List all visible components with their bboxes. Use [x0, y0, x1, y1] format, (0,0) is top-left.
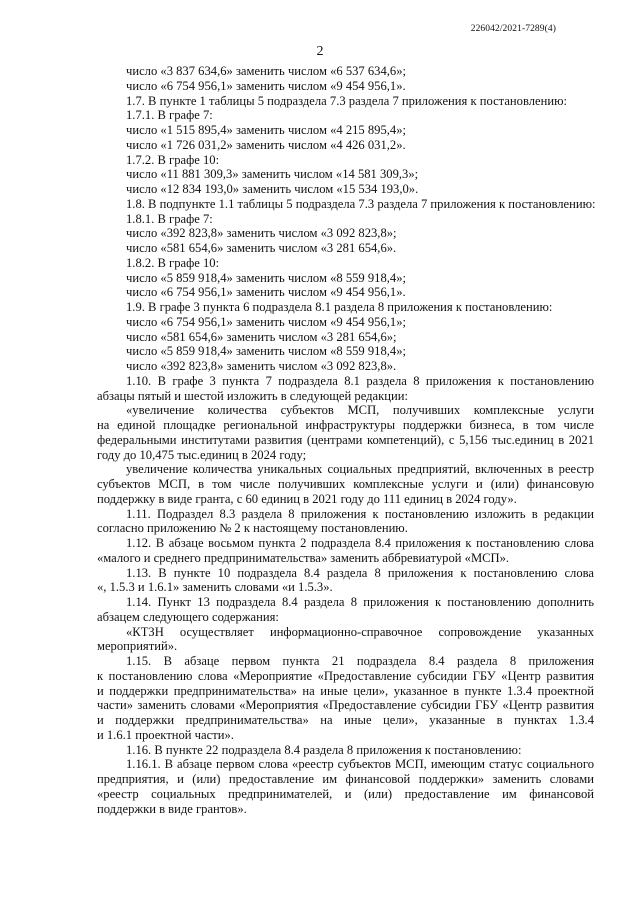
text-line: 1.12. В абзаце восьмом пункта 2 подраздела 8.4 приложения к постановлению слова — [126, 536, 594, 550]
text-line: число «6 754 956,1» заменить числом «9 454 956,1»; — [126, 314, 406, 329]
text-line: 1.7.1. В графе 7: — [126, 108, 213, 123]
text-line: «малого и среднего предпринимательства» заменить аббревиатурой «МСП». — [97, 550, 510, 565]
text-line: согласно приложению № 2 к настоящему постановлению. — [97, 521, 408, 536]
text-line: 1.8.1. В графе 7: — [126, 211, 213, 226]
text-line: части» заменить словами «Мероприятия «Предоставление субсидии ГБУ «Центр развития — [97, 698, 594, 713]
text-line: число «5 859 918,4» заменить числом «8 559 918,4»; — [126, 344, 406, 359]
text-line: поддержки в виде грантов». — [97, 801, 247, 816]
text-line: 1.16.1. В абзаце первом слова «реестр субъектов МСП, имеющим статус социального — [126, 757, 594, 772]
text-line: 1.11. Подраздел 8.3 раздела 8 приложения к постановлению изложить в редакции — [126, 506, 594, 521]
text-line: число «12 834 193,0» заменить числом «15 534 193,0». — [126, 182, 419, 196]
text-line: число «581 654,6» заменить числом «3 281 654,6»; — [126, 329, 397, 344]
text-line: субъектов МСП, в том числе получивших комплексные услуги и (или) финансовую — [97, 477, 594, 491]
text-line: число «1 726 031,2» заменить числом «4 426 031,2». — [126, 137, 406, 152]
text-line: число «3 837 634,6» заменить числом «6 537 634,6»; — [126, 64, 406, 78]
text-line: на единой площадке региональной инфраструктуры поддержки бизнеса, в том числе — [97, 418, 594, 432]
text-line: федеральными институтами развития (центрами компетенций), с 5,156 тыс.единиц в 2021 — [97, 432, 594, 447]
document-number: 226042/2021-7289(4) — [470, 24, 556, 34]
text-line: предприятия, и (или) предоставление им финансовой поддержки» заменить словами — [97, 772, 594, 786]
text-line: «, 1.5.3 и 1.6.1» заменить словами «и 1.5.3». — [97, 580, 333, 595]
text-line: абзацем следующего содержания: — [97, 609, 279, 624]
text-line: 1.16. В пункте 22 подраздела 8.4 раздела 8 приложения к постановлению: — [126, 742, 522, 757]
text-line: «увеличение количества субъектов МСП, получивших комплексные услуги — [126, 403, 594, 418]
text-line: 1.7.2. В графе 10: — [126, 152, 220, 167]
text-line: 1.15. В абзаце первом пункта 21 подраздела 8.4 раздела 8 приложения — [126, 654, 594, 668]
text-line: число «392 823,8» заменить числом «3 092 823,8»; — [126, 226, 397, 241]
text-line: число «581 654,6» заменить числом «3 281 654,6». — [126, 241, 397, 255]
text-line: «КТЗН осуществляет информационно-справочное сопровождение указанных — [126, 624, 594, 639]
page-number: 2 — [316, 44, 324, 59]
document-body — [97, 64, 594, 816]
text-line: абзацы пятый и шестой изложить в следующей редакции: — [97, 388, 408, 403]
text-line: 1.13. В пункте 10 подраздела 8.4 раздела 8 приложения к постановлению слова — [126, 565, 594, 580]
text-line: число «5 859 918,4» заменить числом «8 559 918,4»; — [126, 270, 406, 285]
text-line: число «392 823,8» заменить числом «3 092 823,8». — [126, 359, 397, 373]
text-line: к постановлению слова «Мероприятие «Предоставление субсидии ГБУ «Центр развития — [97, 668, 594, 683]
text-line: и поддержки предпринимательства» на иные цели», указанные в пунктах 1.3.4 — [97, 713, 594, 727]
text-line: число «6 754 956,1» заменить числом «9 454 956,1». — [126, 78, 406, 93]
text-line: 1.8. В подпункте 1.1 таблицы 5 подраздела 7.3 раздела 7 приложения к постановлению: — [126, 196, 596, 211]
text-line: 1.8.2. В графе 10: — [126, 255, 220, 270]
text-line: году до 10,475 тыс.единиц в 2024 году; — [97, 447, 307, 462]
text-line: мероприятий». — [97, 639, 178, 654]
text-line: поддержку в виде гранта, с 60 единиц в 2021 году до 111 единиц в 2024 году». — [97, 491, 517, 506]
text-line: «реестр социальных предпринимателей, и (или) предоставление им финансовой — [97, 786, 594, 801]
text-line: 1.10. В графе 3 пункта 7 подраздела 8.1 раздела 8 приложения к постановлению — [126, 373, 594, 388]
text-line: и поддержки предпринимательства» на иные цели», указанное в пункте 1.3.4 проектной — [97, 683, 594, 698]
text-line: число «1 515 895,4» заменить числом «4 215 895,4»; — [126, 123, 406, 137]
text-line: 1.14. Пункт 13 подраздела 8.4 раздела 8 приложения к постановлению дополнить — [126, 595, 594, 609]
text-line: 1.7. В пункте 1 таблицы 5 подраздела 7.3 раздела 7 приложения к постановлению: — [126, 93, 568, 108]
text-line: 1.9. В графе 3 пункта 6 подраздела 8.1 раздела 8 приложения к постановлению: — [126, 300, 553, 314]
text-line: увеличение количества уникальных социальных предприятий, включенных в реестр — [126, 462, 594, 477]
text-line: и 1.6.1 проектной части». — [97, 727, 234, 742]
text-line: число «11 881 309,3» заменить числом «14 581 309,3»; — [126, 167, 419, 182]
text-line: число «6 754 956,1» заменить числом «9 454 956,1». — [126, 285, 406, 300]
